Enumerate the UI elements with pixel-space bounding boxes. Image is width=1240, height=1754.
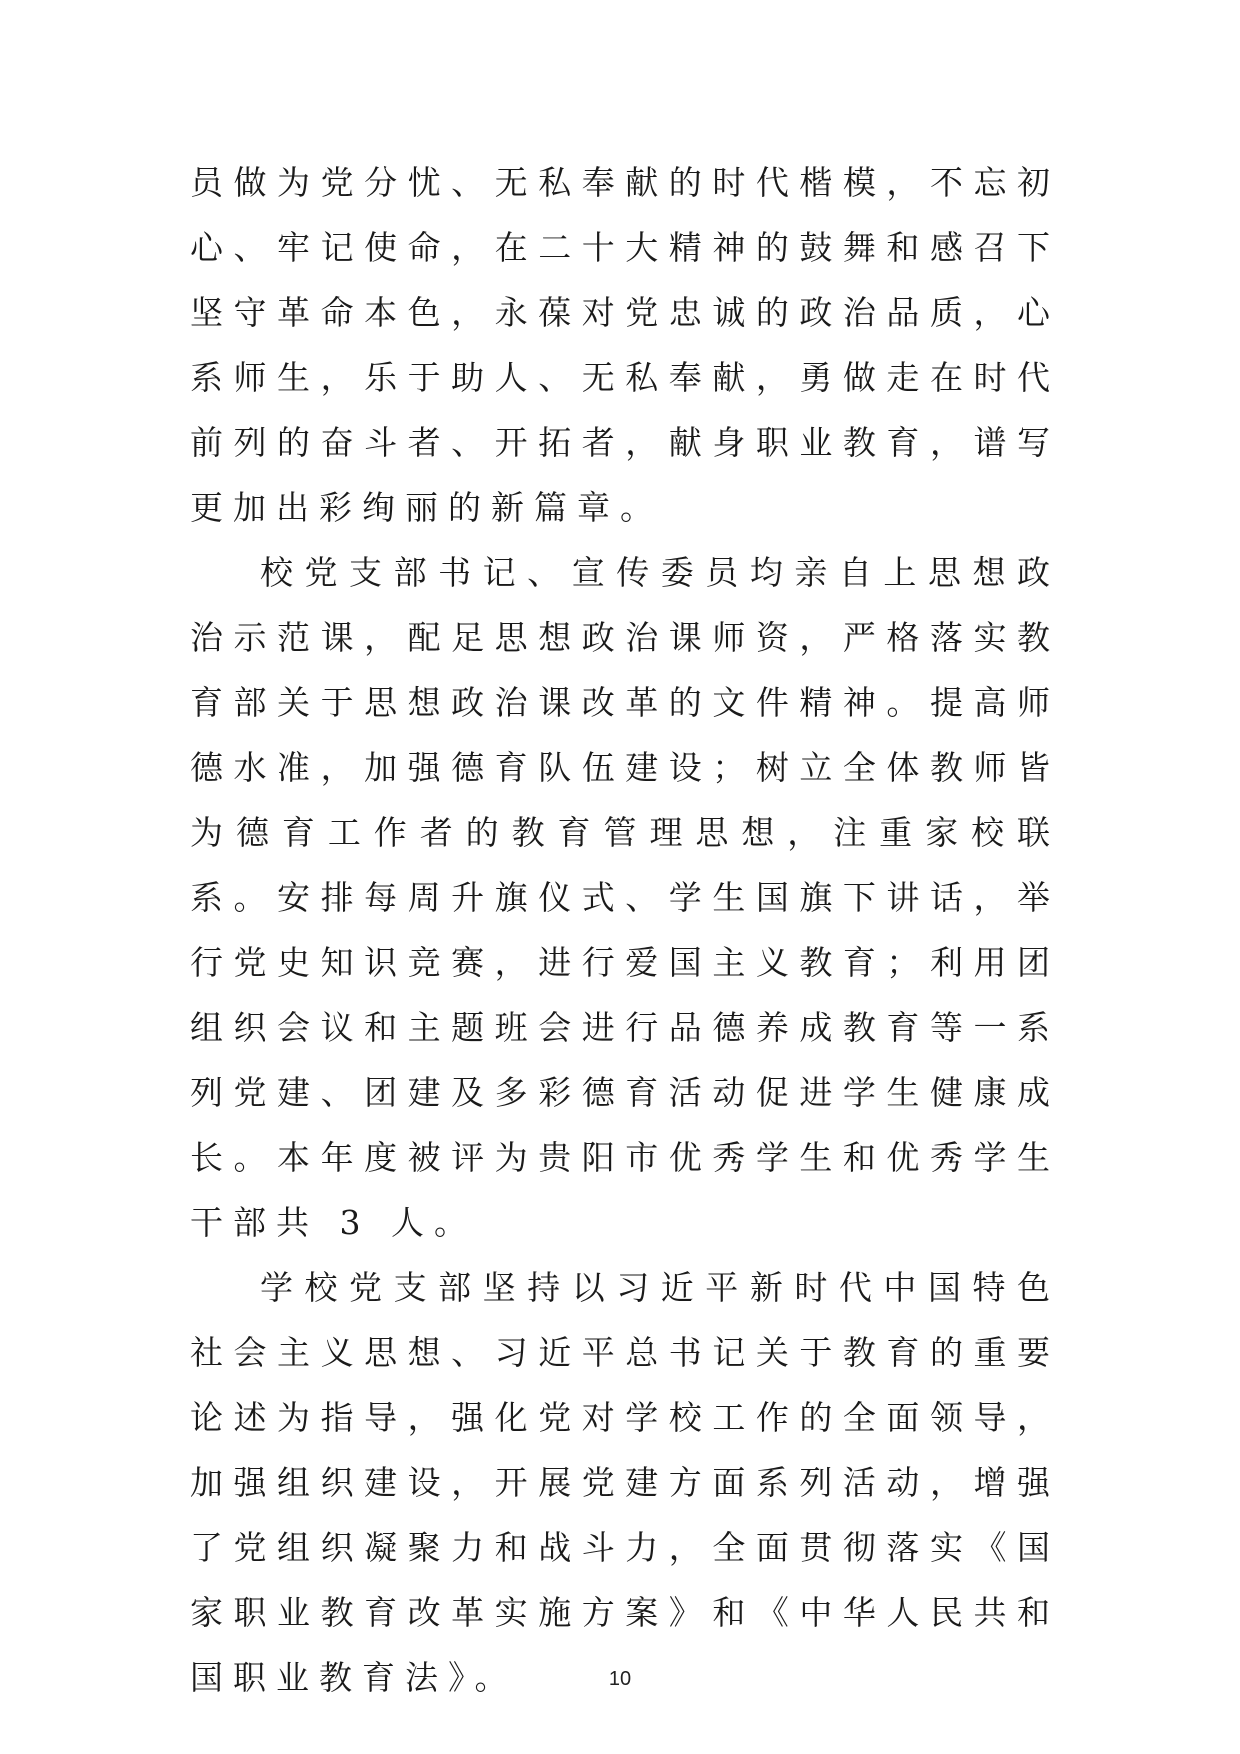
paragraph-continued: 员做为党分忧、无私奉献的时代楷模，不忘初心、牢记使命，在二十大精神的鼓舞和感召下坚守革命本色，永葆对党忠诚的政治品质，心系师生，乐于助人、无私奉献，勇做走在时代前列的奋斗者、开拓者，献身职业教育，谱写更加出彩绚丽的新篇章。 <box>190 163 1060 527</box>
paragraph-party-branch-education: 校党支部书记、宣传委员均亲自上思想政治示范课，配足思想政治课师资，严格落实教育部关于思想政治课改革的文件精神。提高师德水准，加强德育队伍建设；树立全体教师皆为德育工作者的教育管理思想，注重家校联系。安排每周升旗仪式、学生国旗下讲话，举行党史知识竞赛，进行爱国主义教育；利用团组织会议和主题班会进行品德养成教育等一系列党建、团建及多彩德育活动促进学生健康成长。本年度被评为贵阳市优秀学生和优秀学生干部共 3 人。 <box>190 553 1060 1242</box>
page-number: 10 <box>608 1668 632 1690</box>
body-text <box>190 150 1060 1710</box>
paragraph-party-leadership: 学校党支部坚持以习近平新时代中国特色社会主义思想、习近平总书记关于教育的重要论述为指导，强化党对学校工作的全面领导，加强组织建设，开展党建方面系列活动，增强了党组织凝聚力和战斗力，全面贯彻落实《国家职业教育改革实施方案》和《中华人民共和国职业教育法》。 <box>190 1268 1060 1697</box>
